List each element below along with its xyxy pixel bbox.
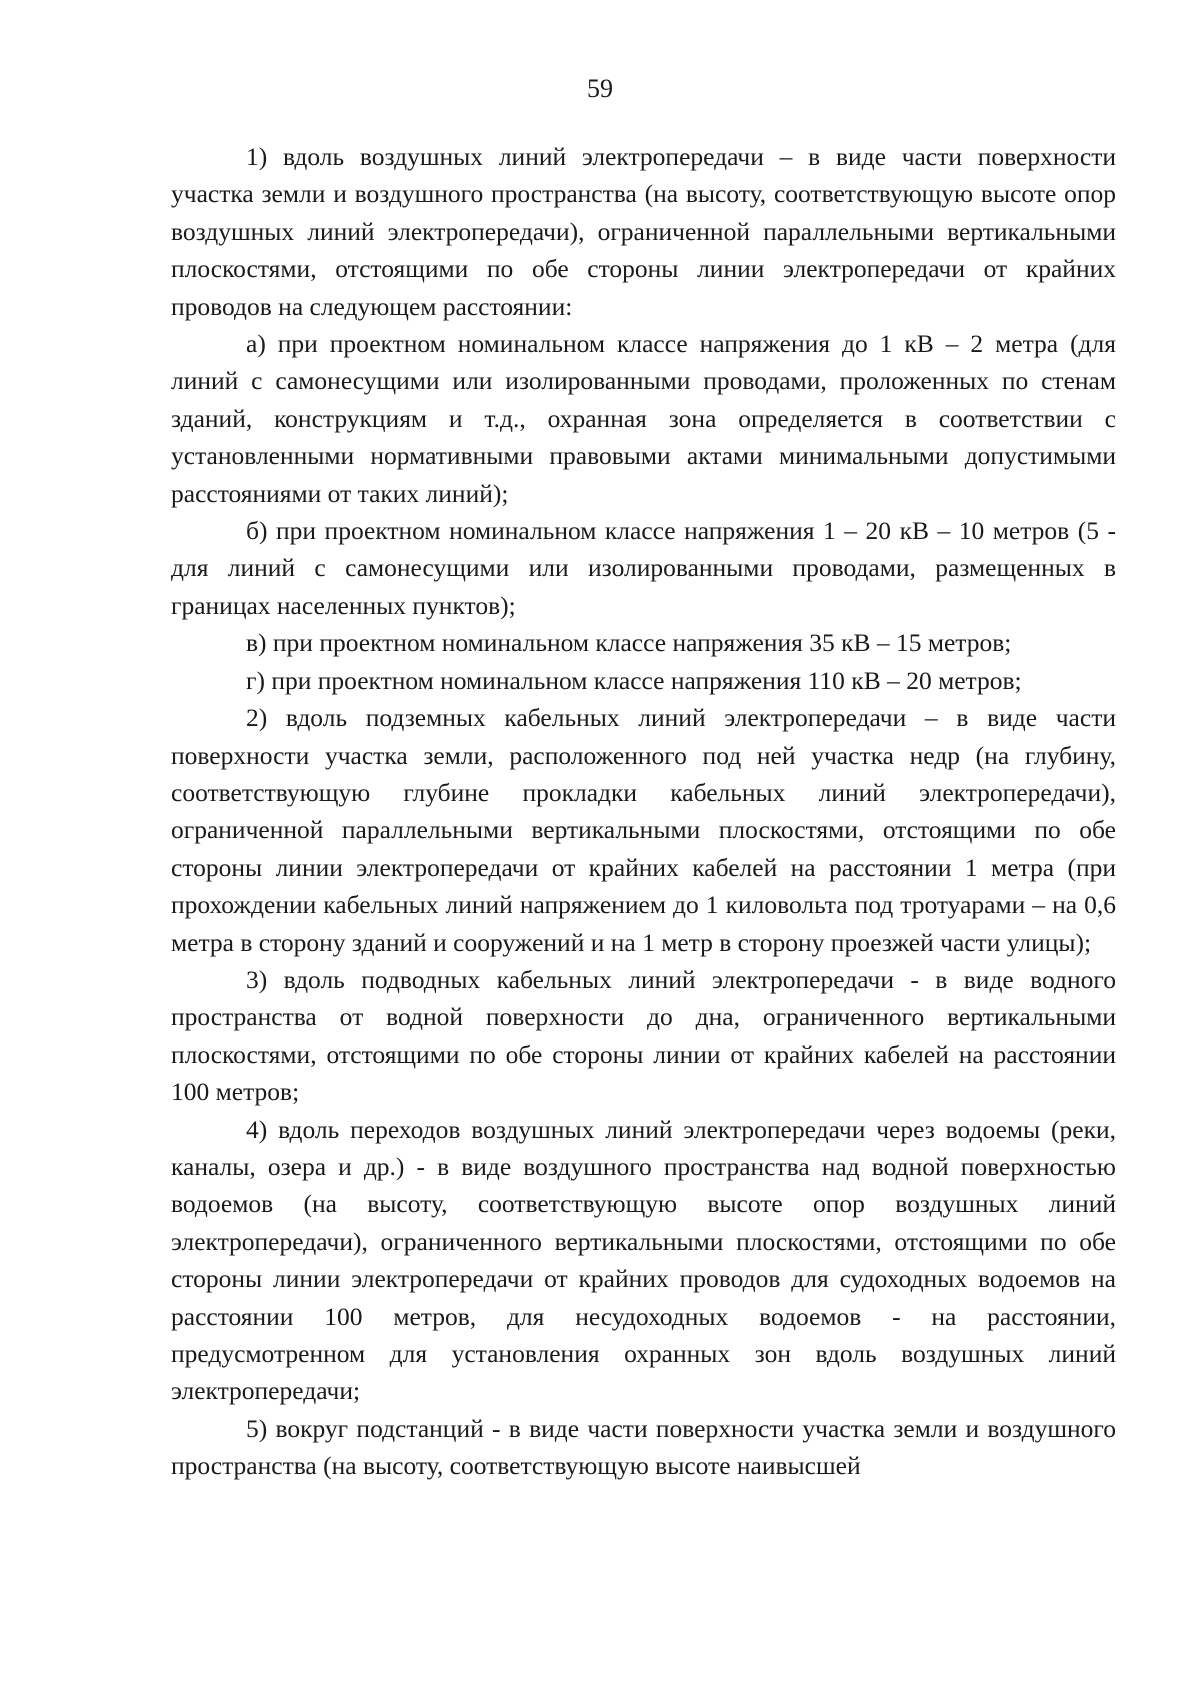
paragraph-item-5: 5) вокруг подстанций - в виде части поверхности участка земли и воздушного пространства (на высоту, соответствующую высоте наивысшей [171, 1413, 1116, 1481]
paragraph-item-2: 2) вдоль подземных кабельных линий электропередачи – в виде части поверхности участка земли, расположенного под ней участка недр (на глубину, соответствующую глубине прокладки кабельных линий электропередачи), ограниченной параллельными вертикальными плоскостями, отстоящими по обе стороны линии электропередачи от крайних кабелей на расстоянии 1 метра (при прохождении кабельных линий напряжением до 1 киловольта под тротуарами – на 0,6 метра в сторону зданий и сооружений и на 1 метр в сторону проезжей части улицы); [171, 703, 1116, 957]
page-number: 59 [587, 74, 613, 103]
paragraph-item-4: 4) вдоль переходов воздушных линий электропередачи через водоемы (реки, каналы, озера и др.) - в виде воздушного пространства над водной поверхностью водоемов (на высоту, соответствующую высоте опор воздушных линий электропередачи), ограниченного вертикальными плоскостями, отстоящими по обе стороны линии электропередачи от крайних проводов для судоходных водоемов на расстоянии 100 метров, для несудоходных водоемов - на расстоянии, предусмотренном для установления охранных зон вдоль воздушных линий электропередачи; [171, 1114, 1116, 1406]
paragraph-subitem-v: в) при проектном номинальном классе напряжения 35 кВ – 15 метров; [246, 628, 1012, 658]
paragraph-subitem-a: а) при проектном номинальном классе напряжения до 1 кВ – 2 метра (для линий с самонесущими или изолированными проводами, проложенных по стенам зданий, конструкциям и т.д., охранная зона определяется в соответствии с установленными нормативными правовыми актами минимальными допустимыми расстояниями от таких линий); [171, 329, 1116, 508]
paragraph-item-3: 3) вдоль подводных кабельных линий электропередачи - в виде водного пространства от водной поверхности до дна, ограниченного вертикальными плоскостями, отстоящими по обе стороны линии от крайних кабелей на расстоянии 100 метров; [171, 964, 1116, 1107]
paragraph-subitem-g: г) при проектном номинальном классе напряжения 110 кВ – 20 метров; [246, 665, 1022, 695]
document-body [171, 138, 1116, 1485]
paragraph-subitem-b: б) при проектном номинальном классе напряжения 1 – 20 кВ – 10 метров (5 - для линий с самонесущими или изолированными проводами, размещенных в границах населенных пунктов); [171, 516, 1116, 620]
paragraph-item-1: 1) вдоль воздушных линий электропередачи – в виде части поверхности участка земли и воздушного пространства (на высоту, соответствующую высоте опор воздушных линий электропередачи), ограниченной параллельными вертикальными плоскостями, отстоящими по обе стороны линии электропередачи от крайних проводов на следующем расстоянии: [171, 142, 1116, 321]
